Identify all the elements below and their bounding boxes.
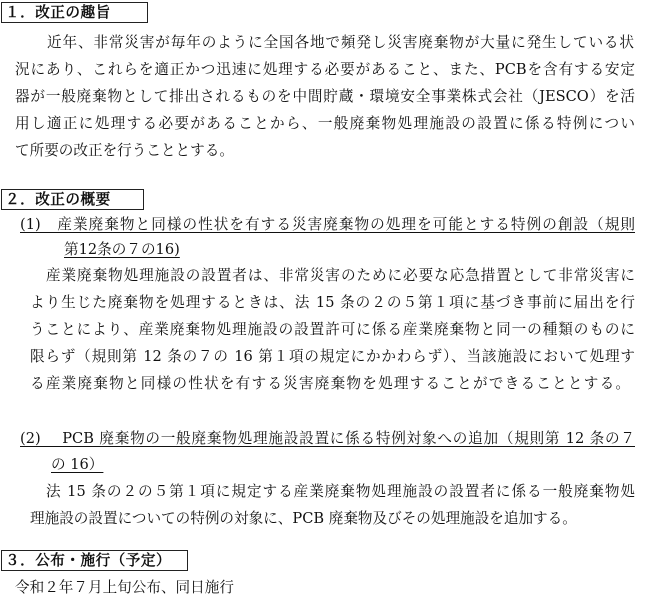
section1-paragraph-line: 用し適正に処理する必要があることから、一般廃棄物処理施設の設置に係る特例につい [15, 115, 635, 132]
section2-heading: ２．改正の概要 [1, 189, 144, 210]
section1-paragraph-line: 器が一般廃棄物として排出されるものを中間貯蔵・環境安全事業株式会社（JESCO）を活 [15, 88, 635, 105]
item1-title-line: 第12条の７の16) [64, 241, 180, 258]
item1-paragraph-line: 限らず（規則第 12 条の７の 16 第１項の規定にかかわらず）、当該施設において処理す [30, 348, 635, 365]
section1-paragraph-line: て所要の改正を行うこととする。 [15, 142, 234, 159]
section3-heading: ３．公布・施行（予定） [1, 550, 188, 571]
section1-heading: １．改正の趣旨 [1, 2, 148, 23]
item1-paragraph-line: 産業廃棄物処理施設の設置者は、非常災害のために必要な応急措置として非常災害に [46, 267, 635, 284]
item2-title-line: (2) PCB 廃棄物の一般廃棄物処理施設設置に係る特例対象への追加（規則第 12 条の７ [20, 430, 635, 447]
item1-paragraph-line: より生じた廃棄物を処理するときは、法 15 条の２の５第１項に基づき事前に届出を行 [30, 294, 635, 311]
section1-paragraph-line: 況にあり、これらを適正かつ迅速に処理する必要があること、また、PCBを含有する安定 [15, 61, 635, 78]
section1-paragraph-line: 近年、非常災害が毎年のように全国各地で頻発し災害廃棄物が大量に発生している状 [47, 34, 634, 51]
item1-title-line: (1) 産業廃棄物と同様の性状を有する災害廃棄物の処理を可能とする特例の創設（規則 [20, 216, 635, 233]
item2-title-line: の 16） [51, 456, 104, 473]
item1-paragraph-line: る産業廃棄物と同様の性状を有する災害廃棄物を処理することができることとする。 [30, 375, 630, 392]
item2-paragraph-line: 法 15 条の２の５第１項に規定する産業廃棄物処理施設の設置者に係る一般廃棄物処 [46, 483, 635, 500]
item2-paragraph-line: 理施設の設置についての特例の対象に、PCB 廃棄物及びその処理施設を追加する。 [30, 510, 577, 527]
section3-paragraph-line: 令和２年７月上旬公布、同日施行 [15, 579, 234, 596]
item1-paragraph-line: うことにより、産業廃棄物処理施設の設置許可に係る産業廃棄物と同一の種類のものに [30, 321, 635, 338]
